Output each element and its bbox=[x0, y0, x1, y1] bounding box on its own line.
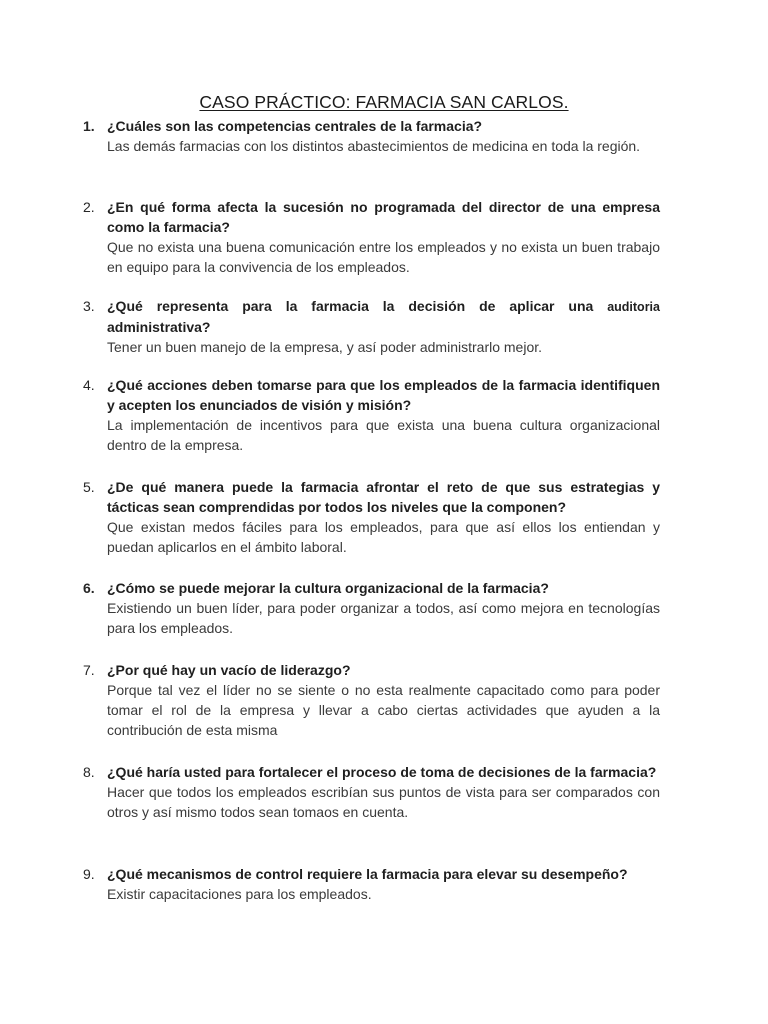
qa-block bbox=[107, 116, 660, 156]
qa-block bbox=[107, 762, 660, 822]
question-text: ¿Cuáles son las competencias centrales de la farmacia? bbox=[107, 118, 483, 134]
qa-block bbox=[107, 375, 660, 455]
qa-block bbox=[107, 197, 660, 277]
answer-text: Las demás farmacias con los distintos abastecimientos de medicina en toda la región. bbox=[107, 138, 641, 154]
question-text: ¿Qué mecanismos de control requiere la farmacia para elevar su desempeño? bbox=[107, 866, 628, 882]
item-number: 5. bbox=[83, 479, 95, 495]
item-number: 2. bbox=[83, 199, 95, 215]
answer-text: Hacer que todos los empleados escribían sus puntos de vista para ser comparados con otros y así mismo todos sean tomaos en cuenta. bbox=[107, 784, 660, 820]
answer-text: Que no exista una buena comunicación entre los empleados y no exista un buen trabajo en equipo para la convivencia de los empleados. bbox=[107, 239, 660, 275]
qa-block bbox=[107, 660, 660, 740]
document-title: CASO PRÁCTICO: FARMACIA SAN CARLOS. bbox=[199, 92, 569, 112]
question-text: ¿Por qué hay un vacío de liderazgo? bbox=[107, 662, 351, 678]
question-text-part: administrativa? bbox=[107, 319, 211, 335]
item-number: 1. bbox=[83, 118, 95, 134]
qa-block bbox=[107, 578, 660, 638]
question-text-part: ¿Qué representa para la farmacia la decisión de aplicar una bbox=[107, 298, 608, 314]
answer-text: Existiendo un buen líder, para poder organizar a todos, así como mejora en tecnologías para los empleados. bbox=[107, 600, 660, 636]
answer-text: Porque tal vez el líder no se siente o no esta realmente capacitado como para poder tomar el rol de la empresa y llevar a cabo ciertas actividades que ayuden a la contribución de esta misma bbox=[107, 682, 660, 738]
answer-text: Que existan medos fáciles para los empleados, para que así ellos los entiendan y puedan aplicarlos en el ámbito laboral. bbox=[107, 519, 660, 555]
answer-text: Tener un buen manejo de la empresa, y así poder administrarlo mejor. bbox=[107, 339, 543, 355]
qa-block bbox=[107, 864, 660, 904]
question-text-part: auditoria bbox=[607, 300, 660, 314]
qa-block bbox=[107, 477, 660, 557]
answer-text: La implementación de incentivos para que exista una buena cultura organizacional dentro de la empresa. bbox=[107, 417, 660, 453]
item-number: 4. bbox=[83, 377, 95, 393]
question-text: ¿Cómo se puede mejorar la cultura organizacional de la farmacia? bbox=[107, 580, 549, 596]
question-text: ¿En qué forma afecta la sucesión no programada del director de una empresa como la farmacia? bbox=[107, 199, 660, 235]
item-number: 6. bbox=[83, 580, 95, 596]
question-text: ¿De qué manera puede la farmacia afrontar el reto de que sus estrategias y tácticas sean comprendidas por todos los niveles que la componen? bbox=[107, 479, 660, 515]
question-text: ¿Qué acciones deben tomarse para que los empleados de la farmacia identifiquen y acepten los enunciados de visión y misión? bbox=[107, 377, 660, 413]
answer-text: Existir capacitaciones para los empleados. bbox=[107, 886, 372, 902]
question-text bbox=[107, 296, 660, 337]
item-number: 8. bbox=[83, 764, 95, 780]
item-number: 9. bbox=[83, 866, 95, 882]
qa-block bbox=[107, 296, 660, 357]
item-number: 7. bbox=[83, 662, 95, 678]
question-text: ¿Qué haría usted para fortalecer el proceso de toma de decisiones de la farmacia? bbox=[107, 764, 657, 780]
item-number: 3. bbox=[83, 298, 95, 314]
